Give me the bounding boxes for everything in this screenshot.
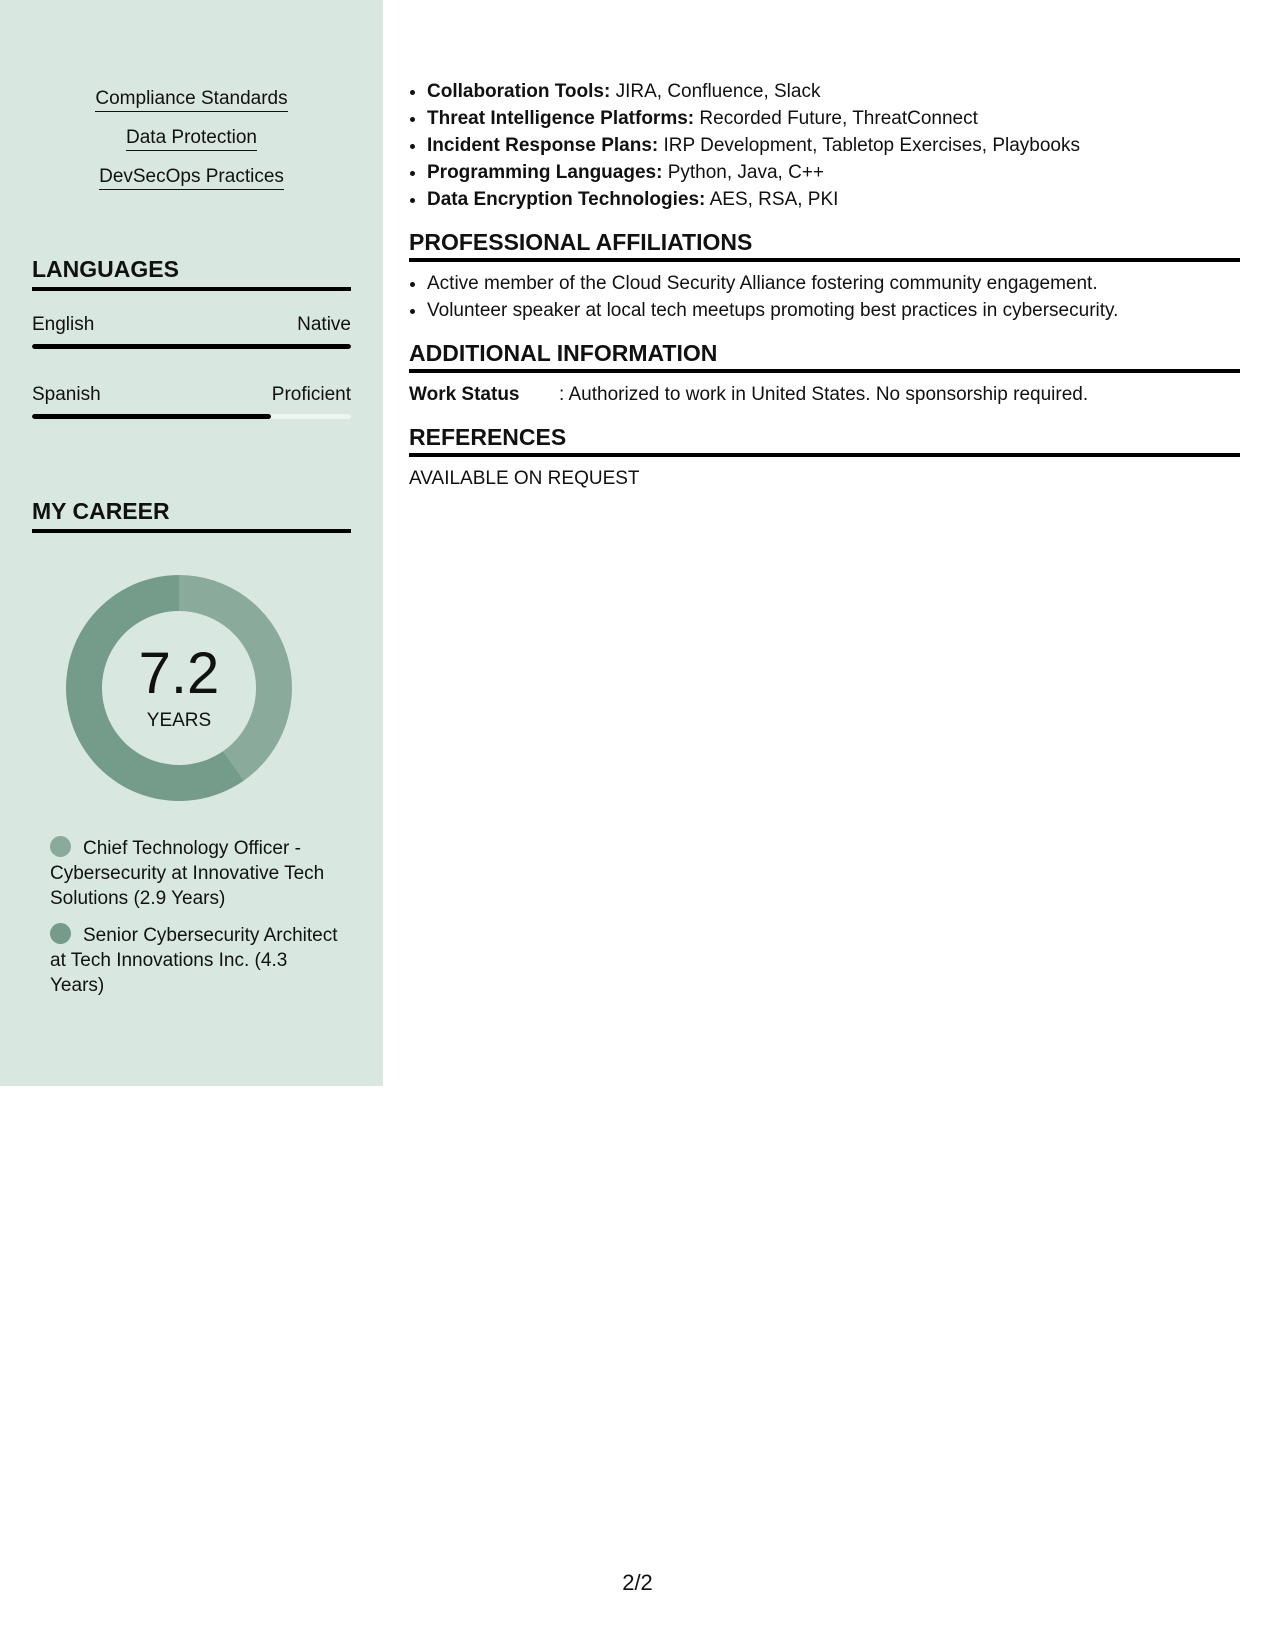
career-legend-item xyxy=(50,923,340,998)
language-proficiency-bar xyxy=(32,414,351,419)
skill-label: Data Encryption Technologies: xyxy=(427,189,706,210)
career-role-label: Chief Technology Officer - Cybersecurity at Innovative Tech Solutions (2.9 Years) xyxy=(50,838,325,909)
sidebar xyxy=(0,0,383,1086)
career-role-label: Senior Cybersecurity Architect at Tech Innovations Inc. (4.3 Years) xyxy=(50,925,338,996)
affiliations-list xyxy=(409,270,1240,324)
career-total-unit: YEARS xyxy=(146,710,212,731)
skill-item xyxy=(427,78,1240,105)
references-text: AVAILABLE ON REQUEST xyxy=(409,468,640,489)
skill-value: AES, RSA, PKI xyxy=(709,189,839,210)
career-legend xyxy=(50,836,340,1010)
main-content xyxy=(409,78,1240,492)
affiliation-item: • Active member of the Cloud Security Alliance fostering community engagement. xyxy=(427,270,1240,297)
languages-heading: LANGUAGES xyxy=(32,256,351,291)
work-status-row xyxy=(409,381,1240,408)
skills-list xyxy=(409,78,1240,213)
skill-value: Recorded Future, ThreatConnect xyxy=(699,108,978,129)
page-number: 2/2 xyxy=(622,1570,653,1595)
language-name: Spanish xyxy=(32,384,101,405)
language-level: Proficient xyxy=(271,384,351,405)
skill-link-devsecops-practices[interactable]: DevSecOps Practices xyxy=(99,166,284,190)
career-heading: MY CAREER xyxy=(32,498,351,533)
language-proficiency-fill xyxy=(32,414,271,419)
affiliation-item: • Volunteer speaker at local tech meetups promoting best practices in cybersecurity. xyxy=(427,297,1240,324)
legend-dot-icon xyxy=(50,836,71,857)
skill-link-data-protection[interactable]: Data Protection xyxy=(126,127,257,151)
work-status-label: Work Status xyxy=(409,384,520,405)
skill-label: Threat Intelligence Platforms: xyxy=(427,108,695,129)
skill-item xyxy=(427,186,1240,213)
affiliations-heading: PROFESSIONAL AFFILIATIONS xyxy=(409,229,1240,262)
skill-value: IRP Development, Tabletop Exercises, Playbooks xyxy=(663,135,1080,156)
skill-value: JIRA, Confluence, Slack xyxy=(615,81,821,102)
additional-info-heading: ADDITIONAL INFORMATION xyxy=(409,340,1240,373)
skill-link-compliance-standards[interactable]: Compliance Standards xyxy=(95,88,287,112)
work-status-value: : Authorized to work in United States. No sponsorship required. xyxy=(559,384,1089,405)
career-total-years: 7.2 xyxy=(138,641,220,706)
legend-dot-icon xyxy=(50,923,71,944)
language-proficiency-fill xyxy=(32,344,351,349)
skill-item xyxy=(427,105,1240,132)
language-name: English xyxy=(32,314,95,335)
skill-label: Collaboration Tools: xyxy=(427,81,611,102)
career-legend-item xyxy=(50,836,340,911)
references-heading: REFERENCES xyxy=(409,424,1240,457)
skill-label: Programming Languages: xyxy=(427,162,663,183)
skill-links xyxy=(0,88,383,205)
language-level: Native xyxy=(297,314,351,335)
skill-label: Incident Response Plans: xyxy=(427,135,659,156)
skill-item xyxy=(427,132,1240,159)
skill-value: Python, Java, C++ xyxy=(667,162,825,183)
language-proficiency-bar xyxy=(32,344,351,349)
skill-item xyxy=(427,159,1240,186)
